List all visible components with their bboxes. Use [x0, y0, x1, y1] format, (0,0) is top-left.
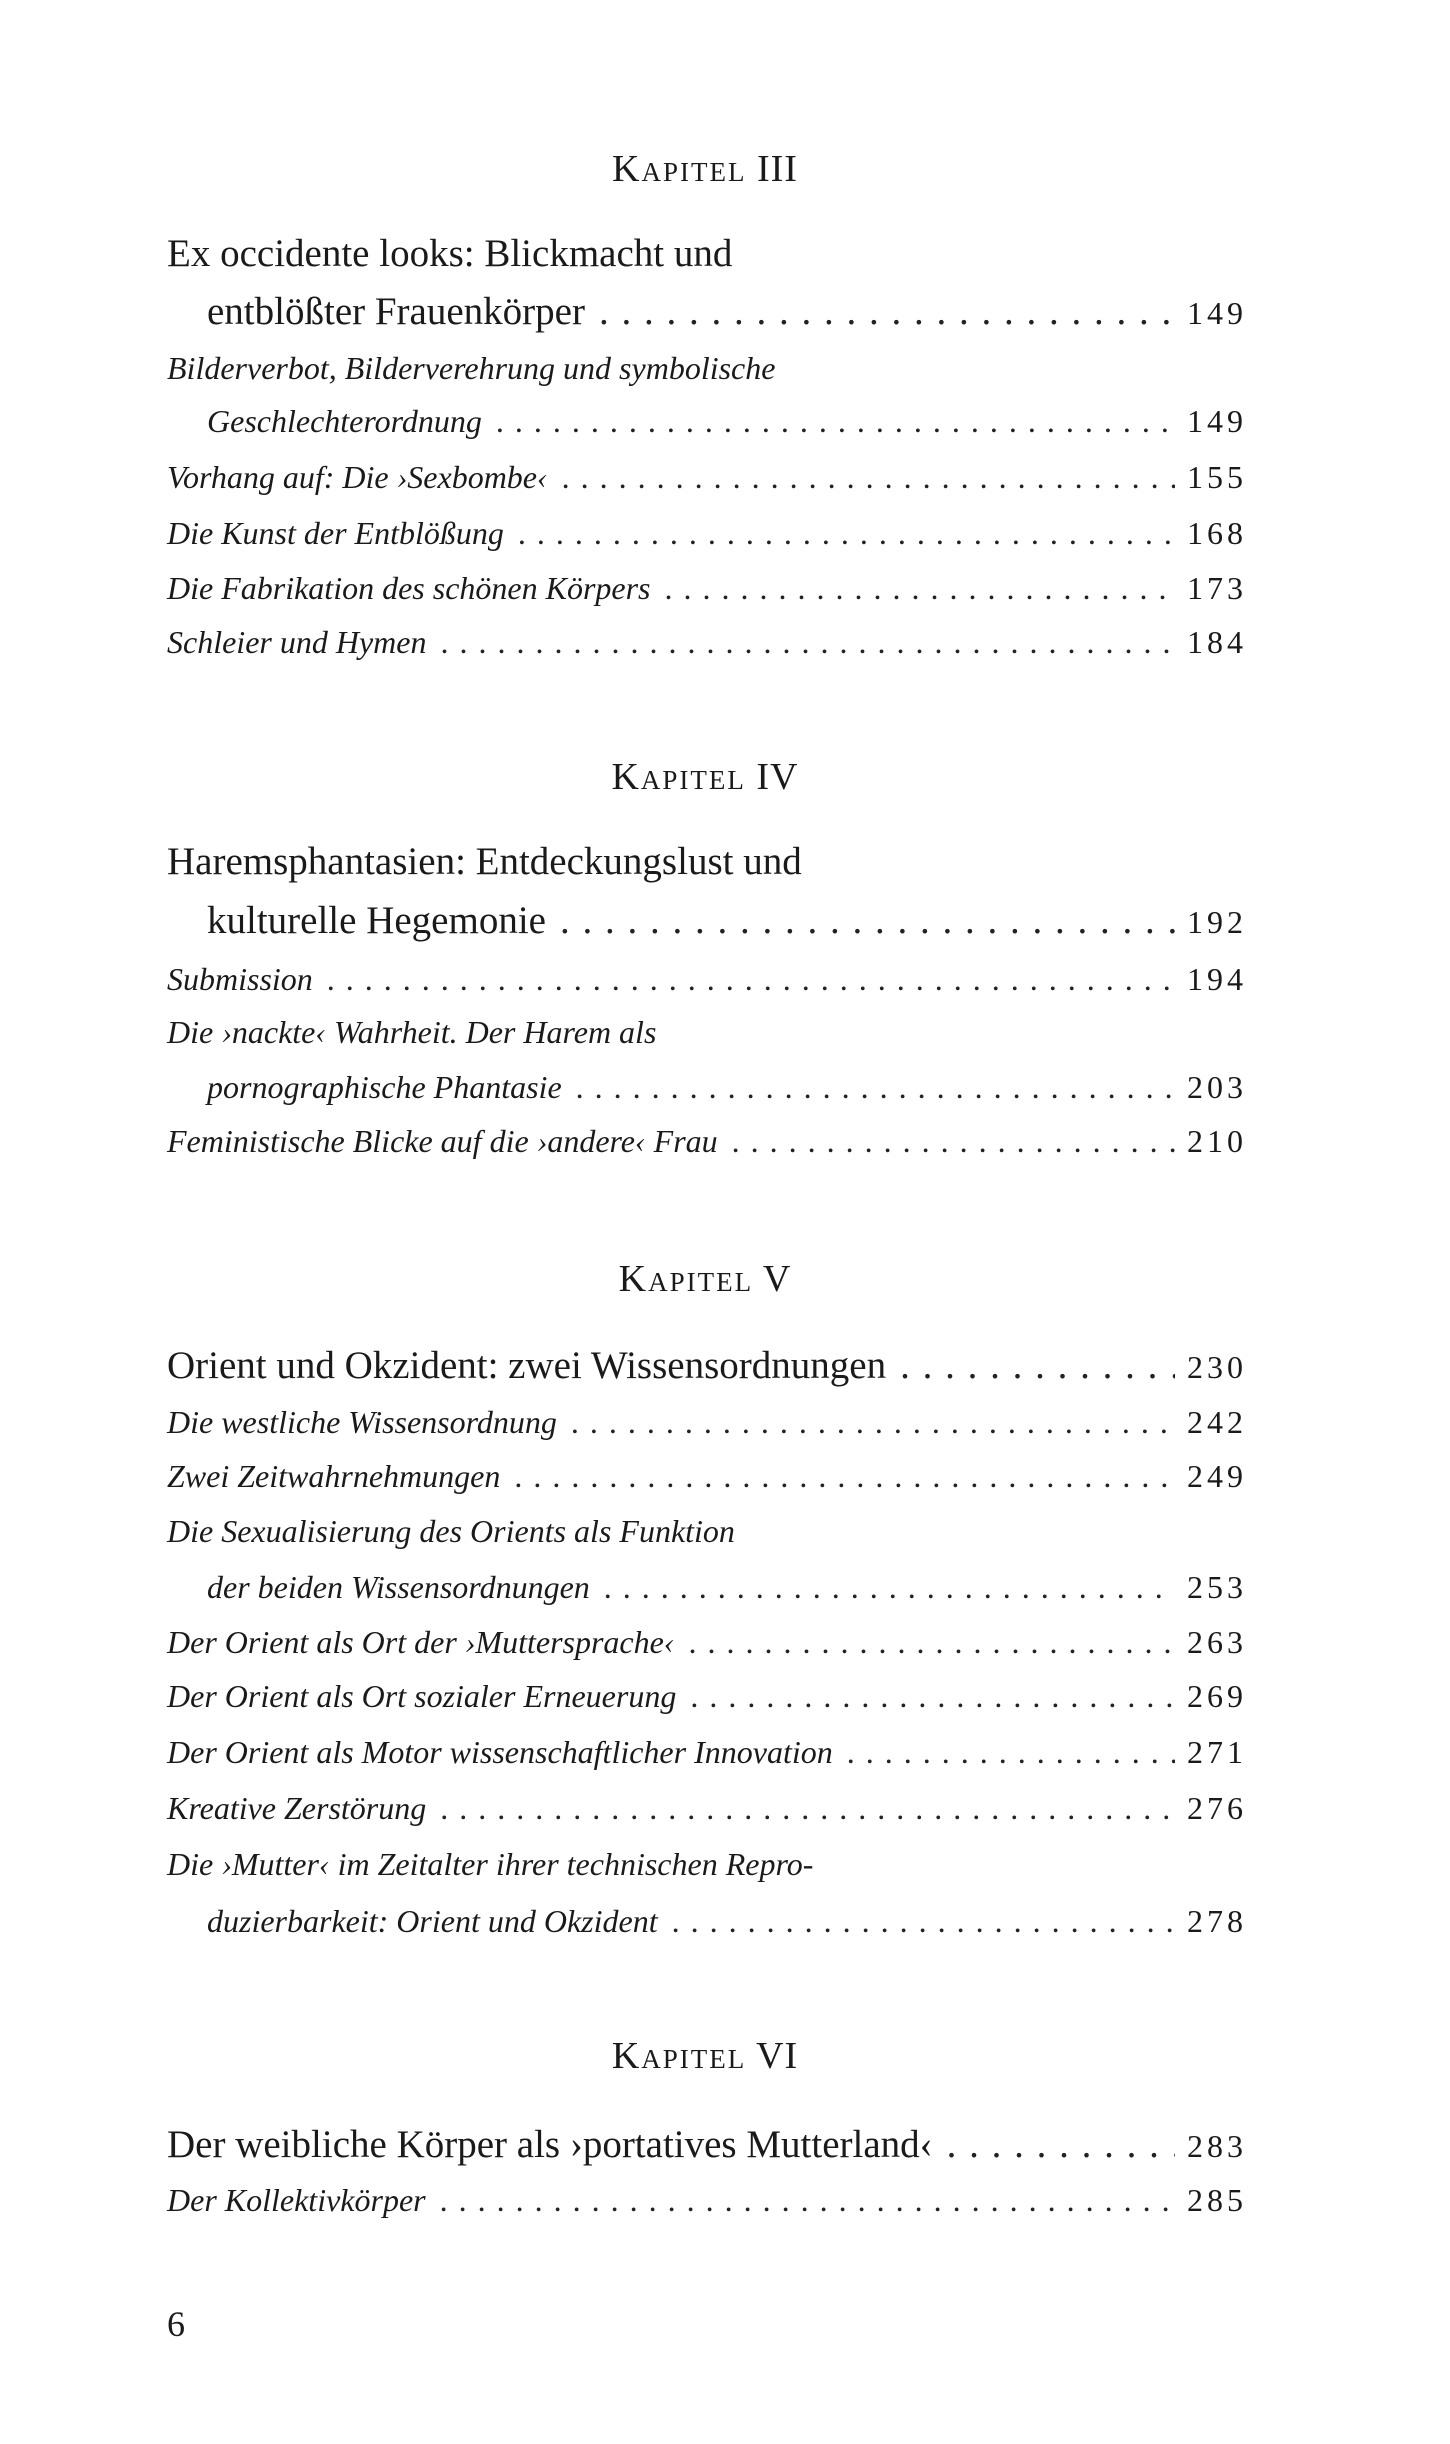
toc-entry[interactable] — [167, 1404, 1247, 1440]
chapter-heading-5 — [167, 1260, 1243, 1298]
toc-entry-chapter-3-title-line1[interactable] — [167, 234, 1243, 273]
chapter-heading-3 — [167, 150, 1243, 188]
toc-entry-title: Bilderverbot, Bilderverehrung und symbolische — [167, 350, 776, 386]
page-ref: 149 — [1187, 403, 1247, 439]
toc-entry-title: Die Fabrikation des schönen Körpers — [167, 570, 651, 606]
toc-entry-title: Feministische Blicke auf die ›andere‹ Frau — [167, 1123, 718, 1159]
page-ref: 263 — [1187, 1624, 1247, 1660]
dot-leader — [947, 2125, 1175, 2164]
toc-entry[interactable] — [207, 403, 1247, 439]
dot-leader — [604, 1571, 1175, 1603]
toc-entry-title: kulturelle Hegemonie — [207, 899, 546, 942]
dot-leader — [560, 901, 1175, 940]
dot-leader — [327, 963, 1175, 995]
page-ref: 271 — [1187, 1734, 1247, 1770]
dot-leader — [440, 626, 1175, 658]
dot-leader — [665, 572, 1176, 604]
toc-entry[interactable] — [167, 1790, 1247, 1826]
page-number: 6 — [167, 2304, 185, 2344]
toc-entry[interactable] — [207, 1903, 1247, 1939]
toc-entry-title: Die Sexualisierung des Orients als Funktion — [167, 1513, 735, 1549]
page-ref: 276 — [1187, 1790, 1247, 1826]
chapter-numeral: IV — [756, 756, 799, 798]
toc-entry-title: Die ›nackte‹ Wahrheit. Der Harem als — [167, 1014, 657, 1050]
toc-entry-title: der beiden Wissensordnungen — [207, 1569, 590, 1605]
page-ref: 278 — [1187, 1903, 1247, 1939]
toc-entry-title: Schleier und Hymen — [167, 624, 427, 660]
toc-entry-title: pornographische Phantasie — [207, 1069, 562, 1105]
toc-entry[interactable] — [167, 1678, 1247, 1714]
page-ref: 210 — [1187, 1123, 1247, 1159]
toc-entry-title: Die Kunst der Entblößung — [167, 515, 504, 551]
chapter-label: Kapitel — [611, 2035, 747, 2077]
toc-entry-chapter-4-title-line1[interactable] — [167, 842, 1243, 881]
chapter-numeral: VI — [756, 2035, 799, 2077]
toc-entry[interactable] — [207, 1069, 1247, 1105]
dot-leader — [440, 1792, 1175, 1824]
toc-entry[interactable] — [207, 1569, 1247, 1605]
page-ref: 173 — [1187, 570, 1247, 606]
toc-entry[interactable] — [167, 624, 1247, 660]
toc-entry-line1[interactable] — [167, 1515, 1243, 1547]
chapter-numeral: III — [756, 148, 798, 190]
toc-entry-title: Kreative Zerstörung — [167, 1790, 427, 1826]
dot-leader — [688, 1626, 1175, 1658]
page-ref: 269 — [1187, 1678, 1247, 1714]
dot-leader — [672, 1905, 1175, 1937]
toc-entry-chapter-5-title[interactable] — [167, 1344, 1247, 1387]
page-ref: 203 — [1187, 1069, 1247, 1105]
page-ref: 192 — [1187, 904, 1247, 940]
toc-entry-title: Die ›Mutter‹ im Zeitalter ihrer technischen Repro- — [167, 1846, 814, 1882]
page-ref: 168 — [1187, 515, 1247, 551]
dot-leader — [847, 1736, 1175, 1768]
page-ref: 283 — [1187, 2128, 1247, 2164]
toc-entry[interactable] — [167, 570, 1247, 606]
toc-entry[interactable] — [167, 459, 1247, 495]
dot-leader — [440, 2184, 1175, 2216]
toc-entry-title: Haremsphantasien: Entdeckungslust und — [167, 840, 802, 883]
toc-entry-line1[interactable] — [167, 1016, 1243, 1048]
toc-entry-title: Vorhang auf: Die ›Sexbombe‹ — [167, 459, 548, 495]
page-ref: 194 — [1187, 961, 1247, 997]
toc-entry-title: Der Orient als Ort der ›Muttersprache‹ — [167, 1624, 675, 1660]
page-ref: 184 — [1187, 624, 1247, 660]
toc-entry-chapter-6-title[interactable] — [167, 2123, 1247, 2166]
toc-entry[interactable] — [167, 1624, 1247, 1660]
toc-entry-title: entblößter Frauenkörper — [207, 290, 585, 333]
toc-entry-line1[interactable] — [167, 1848, 1243, 1880]
page-ref: 155 — [1187, 459, 1247, 495]
dot-leader — [732, 1125, 1175, 1157]
dot-leader — [599, 292, 1175, 331]
chapter-label: Kapitel — [612, 148, 747, 190]
chapter-heading-6 — [167, 2037, 1243, 2075]
toc-entry-title: Geschlechterordnung — [207, 403, 482, 439]
dot-leader — [690, 1680, 1175, 1712]
chapter-heading-4 — [167, 758, 1243, 796]
toc-entry-title: Der Kollektivkörper — [167, 2182, 426, 2218]
toc-entry-title: Submission — [167, 961, 313, 997]
page-ref: 230 — [1187, 1349, 1247, 1385]
page-ref: 285 — [1187, 2182, 1247, 2218]
chapter-label: Kapitel — [611, 756, 746, 798]
toc-entry-title: duzierbarkeit: Orient und Okzident — [207, 1903, 658, 1939]
dot-leader — [496, 405, 1175, 437]
toc-entry-title: Orient und Okzident: zwei Wissensordnungen — [167, 1344, 887, 1387]
dot-leader — [900, 1346, 1175, 1385]
toc-entry-title: Der Orient als Ort sozialer Erneuerung — [167, 1678, 677, 1714]
toc-entry[interactable] — [167, 1458, 1247, 1494]
toc-entry-chapter-4-title[interactable] — [207, 899, 1247, 942]
toc-entry-title: Die westliche Wissensordnung — [167, 1404, 557, 1440]
dot-leader — [576, 1071, 1175, 1103]
dot-leader — [514, 1460, 1175, 1492]
toc-entry-title: Der weibliche Körper als ›portatives Mutterland‹ — [167, 2123, 933, 2166]
chapter-label: Kapitel — [618, 1258, 754, 1300]
dot-leader — [518, 517, 1175, 549]
toc-entry[interactable] — [167, 1734, 1247, 1770]
chapter-numeral: V — [762, 1258, 792, 1300]
toc-entry-title: Der Orient als Motor wissenschaftlicher Innovation — [167, 1734, 833, 1770]
toc-entry[interactable] — [167, 515, 1247, 551]
toc-entry-line1[interactable] — [167, 352, 1243, 384]
toc-entry-title: Ex occidente looks: Blickmacht und — [167, 232, 733, 275]
page-ref: 149 — [1187, 295, 1247, 331]
dot-leader — [562, 461, 1175, 493]
toc-entry[interactable] — [167, 2182, 1247, 2218]
page-ref: 253 — [1187, 1569, 1247, 1605]
page-ref: 249 — [1187, 1458, 1247, 1494]
toc-entry-chapter-3-title[interactable] — [207, 290, 1247, 333]
dot-leader — [571, 1406, 1175, 1438]
toc-entry-title: Zwei Zeitwahrnehmungen — [167, 1458, 501, 1494]
toc-entry[interactable] — [167, 1123, 1247, 1159]
page-ref: 242 — [1187, 1404, 1247, 1440]
toc-entry[interactable] — [167, 961, 1247, 997]
